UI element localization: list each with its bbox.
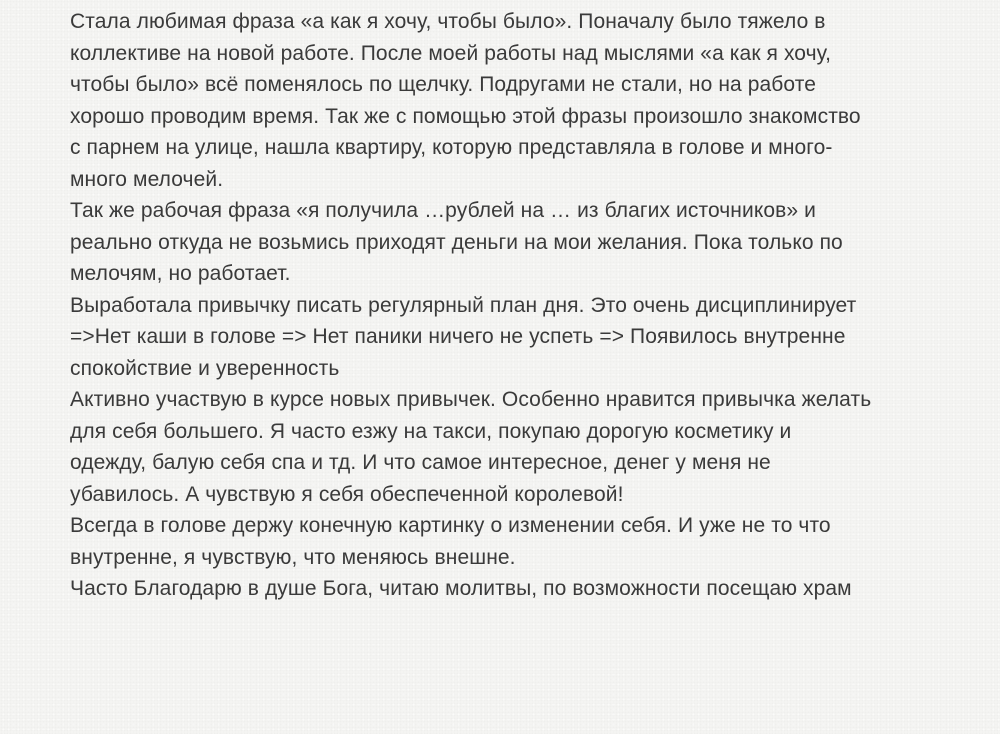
- text-line: коллективе на новой работе. После моей работы над мыслями «а как я хочу,: [70, 41, 832, 65]
- text-line: с парнем на улице, нашла квартиру, которую представляла в голове и много-: [70, 136, 833, 159]
- text-line: для себя большего. Я часто езжу на такси, покупаю дорогую косметику и: [70, 419, 792, 443]
- text-line: хорошо проводим время. Так же с помощью этой фразы произошло знакомство: [70, 104, 861, 128]
- text-line: Так же рабочая фраза «я получила …рублей на … из благих источников» и: [70, 199, 816, 222]
- text-line: много мелочей.: [70, 167, 224, 191]
- text-line: убавилось. А чувствую я себя обеспеченной королевой!: [70, 482, 624, 506]
- text-line: =>Нет каши в голове => Нет паники ничего не успеть => Появилось внутренне: [70, 325, 846, 348]
- text-line: одежду, балую себя спа и тд. И что самое интересное, денег у меня не: [70, 451, 771, 474]
- text-line: спокойствие и уверенность: [70, 356, 340, 380]
- text-line: Стала любимая фраза «а как я хочу, чтобы было». Поначалу было тяжело в: [70, 10, 826, 33]
- text-line: мелочям, но работает.: [70, 262, 291, 285]
- text-line: Выработала привычку писать регулярный план дня. Это очень дисциплинирует: [70, 293, 857, 317]
- text-line: Активно участвую в курсе новых привычек. Особенно нравится привычка желать: [70, 388, 872, 411]
- text-line: Часто Благодарю в душе Бога, читаю молитвы, по возможности посещаю храм: [70, 577, 852, 600]
- note-text: [70, 6, 950, 605]
- text-line: чтобы было» всё поменялось по щелчку. Подругами не стали, но на работе: [70, 73, 817, 96]
- text-line: Всегда в голове держу конечную картинку о изменении себя. И уже не то что: [70, 514, 831, 537]
- text-line: реально откуда не возьмись приходят деньги на мои желания. Пока только по: [70, 230, 843, 254]
- text-line: внутренне, я чувствую, что меняюсь внешне.: [70, 545, 516, 569]
